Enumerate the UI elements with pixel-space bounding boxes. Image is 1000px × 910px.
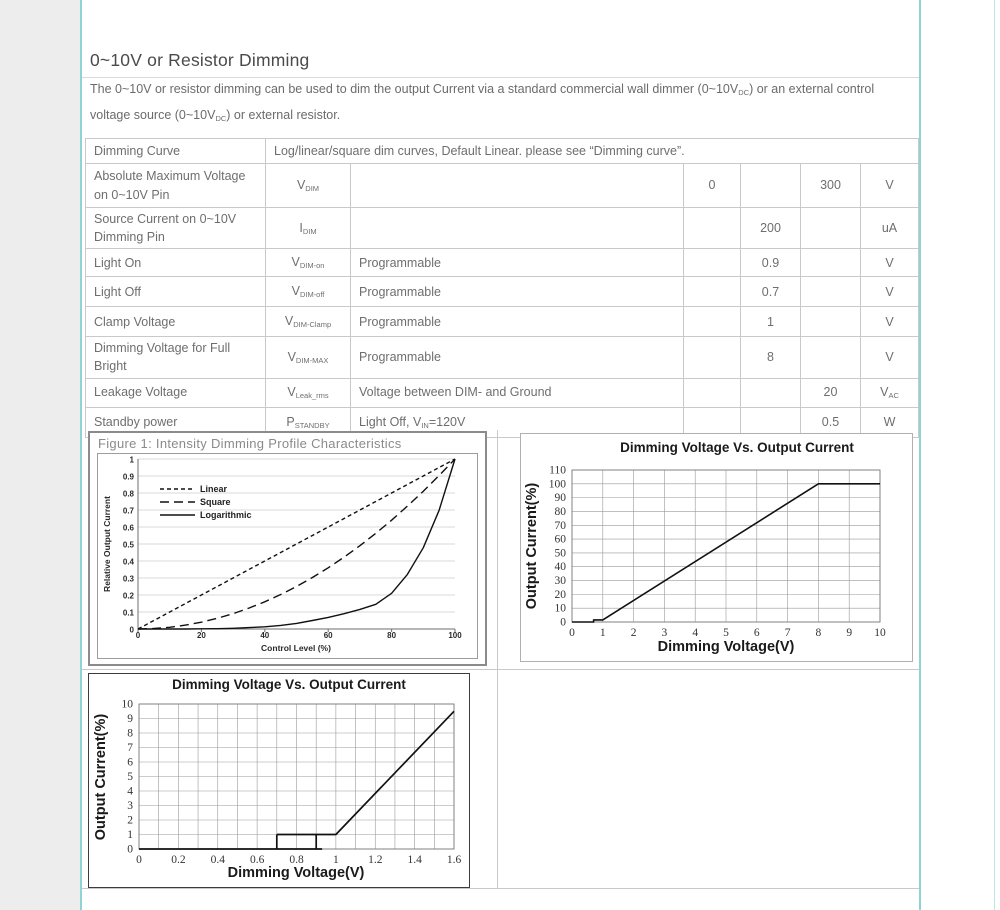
- y-tick-label: 10: [121, 698, 133, 711]
- subscript: AC: [888, 391, 899, 401]
- intro-line-2: voltage source (0~10VDC) or external resistor.: [90, 108, 341, 123]
- table-row: [86, 139, 919, 164]
- intensity-dimming-profile-chart: [98, 454, 477, 658]
- table-cell: 20: [801, 378, 861, 407]
- y-tick-label: 0.7: [122, 506, 134, 516]
- y-tick-label: 30: [554, 575, 566, 588]
- x-axis-label: Dimming Voltage(V): [227, 865, 365, 881]
- table-cell: 200: [741, 208, 801, 249]
- title-divider: [82, 77, 919, 78]
- table-row: [86, 208, 919, 249]
- y-tick-label: 0.6: [122, 523, 134, 533]
- table-cell: Light Off, VIN=120V: [351, 407, 684, 437]
- x-tick-label: 0: [135, 631, 141, 640]
- subscript: DC: [215, 114, 227, 123]
- table-cell: [684, 378, 741, 407]
- y-axis-label: Relative Output Current: [102, 496, 112, 592]
- table-cell: 0.5: [801, 407, 861, 437]
- dimming-voltage-vs-output-current-chart: [521, 434, 912, 661]
- subscript: DIM-off: [299, 290, 325, 300]
- y-tick-label: 110: [549, 464, 566, 477]
- page-edge-right: [919, 0, 921, 910]
- dimming-voltage-vs-output-current-zoom-chart: [89, 674, 468, 886]
- legend-label: Linear: [200, 484, 228, 494]
- subscript: DIM-on: [299, 261, 325, 271]
- table-row: [86, 378, 919, 407]
- table-cell: V: [861, 337, 919, 378]
- parameter-name-cell: Absolute Maximum Voltage on 0~10V Pin: [86, 164, 266, 208]
- chart-title: Dimming Voltage Vs. Output Current: [620, 440, 854, 455]
- dimming-voltage-chart-frame: [520, 433, 913, 662]
- subscript: DIM-MAX: [295, 355, 329, 365]
- table-cell: V: [861, 307, 919, 337]
- y-tick-label: 10: [554, 602, 566, 615]
- page-edge-left: [80, 0, 82, 910]
- table-cell: IDIM: [266, 208, 351, 249]
- table-cell: Programmable: [351, 337, 684, 378]
- parameter-name-cell: Clamp Voltage: [86, 307, 266, 337]
- x-tick-label: 3: [661, 627, 668, 639]
- parameter-name-cell: Standby power: [86, 407, 266, 437]
- chart-title: Dimming Voltage Vs. Output Current: [172, 677, 406, 692]
- table-cell: VAC: [861, 378, 919, 407]
- table-cell: V: [861, 277, 919, 307]
- table-row: [86, 164, 919, 208]
- subscript: IN: [421, 420, 429, 430]
- table-cell: 0: [684, 164, 741, 208]
- y-tick-label: 100: [548, 478, 566, 491]
- x-tick-label: 7: [784, 627, 791, 639]
- page-margin: [0, 0, 80, 910]
- grid-divider-bottom: [81, 888, 919, 889]
- table-cell: Programmable: [351, 277, 684, 307]
- y-tick-label: 70: [554, 519, 566, 532]
- table-cell: VLeak_rms: [266, 378, 351, 407]
- table-cell: Log/linear/square dim curves, Default Linear. please see “Dimming curve”.: [266, 139, 919, 164]
- y-tick-label: 0: [127, 843, 133, 856]
- table-cell: [684, 277, 741, 307]
- x-tick-label: 0: [136, 854, 142, 866]
- x-tick-label: 9: [846, 627, 853, 639]
- table-cell: [741, 378, 801, 407]
- y-tick-label: 0.8: [122, 489, 134, 499]
- x-axis-label: Control Level (%): [261, 643, 331, 653]
- table-cell: VDIM-MAX: [266, 337, 351, 378]
- table-cell: [741, 164, 801, 208]
- table-cell: uA: [861, 208, 919, 249]
- table-cell: [684, 307, 741, 337]
- y-tick-label: 0.3: [122, 574, 134, 584]
- x-tick-label: 60: [323, 631, 333, 640]
- x-tick-label: 2: [630, 627, 637, 639]
- y-tick-label: 20: [554, 588, 566, 601]
- table-cell: VDIM-on: [266, 249, 351, 277]
- x-tick-label: 0: [569, 627, 575, 639]
- table-cell: V: [861, 164, 919, 208]
- y-tick-label: 3: [127, 800, 133, 812]
- table-cell: 0.7: [741, 277, 801, 307]
- x-tick-label: 0.2: [171, 854, 186, 866]
- table-cell: VDIM: [266, 164, 351, 208]
- y-tick-label: 0: [560, 616, 566, 629]
- parameter-name-cell: Dimming Voltage for Full Bright: [86, 337, 266, 378]
- table-cell: [801, 277, 861, 307]
- table-cell: 300: [801, 164, 861, 208]
- figure1-frame: [88, 431, 487, 666]
- table-cell: [351, 208, 684, 249]
- table-cell: [801, 249, 861, 277]
- x-tick-label: 20: [196, 631, 206, 640]
- viewport-edge-right: [994, 0, 995, 910]
- y-tick-label: 90: [554, 492, 566, 505]
- subscript: Leak_rms: [295, 391, 329, 401]
- y-tick-label: 0.9: [122, 472, 134, 482]
- table-cell: 1: [741, 307, 801, 337]
- y-tick-label: 0.4: [122, 557, 134, 567]
- y-tick-label: 0.2: [122, 591, 134, 601]
- y-tick-label: 8: [127, 727, 133, 740]
- x-tick-label: 1: [599, 627, 606, 639]
- table-cell: V: [861, 249, 919, 277]
- y-tick-label: 4: [127, 785, 133, 798]
- table-cell: [801, 307, 861, 337]
- grid-divider-horizontal: [81, 669, 919, 670]
- y-tick-label: 50: [554, 547, 566, 560]
- dimming-voltage-zoom-chart-frame: [88, 673, 470, 888]
- y-axis-label: Output Current(%): [93, 713, 109, 841]
- x-tick-label: 5: [723, 627, 729, 639]
- y-tick-label: 1: [127, 829, 133, 841]
- parameter-name-cell: Light On: [86, 249, 266, 277]
- x-tick-label: 40: [260, 631, 270, 640]
- table-row: [86, 337, 919, 378]
- x-tick-label: 1.6: [446, 854, 462, 866]
- x-axis-label: Dimming Voltage(V): [657, 639, 795, 655]
- x-tick-label: 4: [692, 627, 699, 639]
- y-tick-label: 0.1: [122, 608, 134, 618]
- y-tick-label: 0: [129, 625, 134, 635]
- table-cell: [801, 208, 861, 249]
- table-row: [86, 307, 919, 337]
- y-tick-label: 0.5: [122, 540, 134, 550]
- y-tick-label: 9: [127, 713, 133, 725]
- table-cell: VDIM-off: [266, 277, 351, 307]
- subscript: DIM-Clamp: [293, 320, 332, 330]
- table-cell: [684, 249, 741, 277]
- spec-table: [85, 138, 919, 438]
- x-tick-label: 80: [387, 631, 397, 640]
- table-cell: W: [861, 407, 919, 437]
- y-tick-label: 5: [127, 771, 133, 783]
- parameter-name-cell: Light Off: [86, 277, 266, 307]
- table-cell: [351, 164, 684, 208]
- y-tick-label: 1: [129, 455, 134, 465]
- table-row: [86, 277, 919, 307]
- y-tick-label: 2: [127, 814, 133, 827]
- legend-label: Logarithmic: [200, 510, 252, 520]
- legend-label: Square: [200, 497, 231, 507]
- x-tick-label: 6: [753, 627, 760, 639]
- x-tick-label: 0.8: [289, 854, 304, 866]
- y-axis-label: Output Current(%): [524, 482, 540, 610]
- x-tick-label: 100: [448, 631, 462, 640]
- subscript: DIM: [305, 184, 320, 194]
- x-tick-label: 0.4: [210, 854, 225, 866]
- y-tick-label: 6: [127, 756, 133, 769]
- x-tick-label: 1: [333, 854, 339, 866]
- subscript: DC: [738, 88, 750, 97]
- table-cell: [684, 337, 741, 378]
- table-cell: PSTANDBY: [266, 407, 351, 437]
- section-title: 0~10V or Resistor Dimming: [90, 50, 310, 70]
- subscript: DIM: [302, 226, 317, 236]
- series-output-current: [277, 711, 454, 834]
- x-tick-label: 10: [874, 627, 886, 639]
- table-cell: Programmable: [351, 249, 684, 277]
- table-cell: [684, 208, 741, 249]
- table-cell: 8: [741, 337, 801, 378]
- subscript: STANDBY: [294, 420, 330, 430]
- x-tick-label: 8: [815, 627, 822, 639]
- y-tick-label: 7: [127, 742, 133, 754]
- grid-divider-vertical: [497, 430, 498, 888]
- y-tick-label: 80: [554, 505, 566, 518]
- parameter-name-cell: Dimming Curve: [86, 139, 266, 164]
- table-cell: VDIM-Clamp: [266, 307, 351, 337]
- x-tick-label: 0.6: [249, 854, 265, 866]
- x-tick-label: 1.4: [407, 854, 422, 866]
- parameter-name-cell: Source Current on 0~10V Dimming Pin: [86, 208, 266, 249]
- parameter-name-cell: Leakage Voltage: [86, 378, 266, 407]
- figure1-caption: Figure 1: Intensity Dimming Profile Characteristics: [98, 436, 402, 451]
- table-cell: 0.9: [741, 249, 801, 277]
- table-cell: Programmable: [351, 307, 684, 337]
- figure1-chart-frame: [97, 453, 478, 659]
- x-tick-label: 1.2: [368, 854, 383, 866]
- y-tick-label: 60: [554, 533, 566, 546]
- table-cell: Voltage between DIM- and Ground: [351, 378, 684, 407]
- y-tick-label: 40: [554, 561, 566, 574]
- table-cell: [801, 337, 861, 378]
- intro-line-1: The 0~10V or resistor dimming can be used to dim the output Current via a standard commercial wall dimmer (0~10VDC) or an external control: [90, 82, 875, 97]
- table-row: [86, 249, 919, 277]
